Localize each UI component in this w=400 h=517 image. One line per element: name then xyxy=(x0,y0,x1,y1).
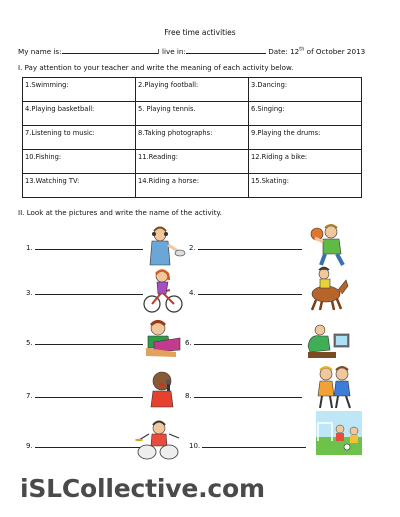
riding-bike-picture xyxy=(142,268,184,314)
table-cell: 6.Singing: xyxy=(249,102,362,126)
item-number: 6. xyxy=(185,339,192,347)
answer-item-9 xyxy=(26,440,143,450)
answer-blank[interactable] xyxy=(198,242,302,250)
name-label: My name is: xyxy=(18,47,62,56)
answer-blank[interactable] xyxy=(202,440,306,448)
table-cell: 11.Reading: xyxy=(136,150,249,174)
table-cell: 15.Skating: xyxy=(249,174,362,198)
reading-picture xyxy=(140,318,184,358)
answer-item-10 xyxy=(189,440,306,450)
singing-picture xyxy=(143,369,181,409)
live-blank[interactable] xyxy=(186,46,266,54)
activities-table xyxy=(22,77,362,198)
table-cell: 1.Swimming: xyxy=(23,78,136,102)
item-number: 2. xyxy=(189,244,196,252)
answer-item-2 xyxy=(189,242,302,252)
answer-item-1 xyxy=(26,242,143,252)
table-cell: 13.Watching TV: xyxy=(23,174,136,198)
listening-music-picture xyxy=(140,225,186,267)
table-cell: 9.Playing the drums: xyxy=(249,126,362,150)
table-cell: 4.Playing basketball: xyxy=(23,102,136,126)
item-number: 9. xyxy=(26,442,33,450)
table-cell: 14.Riding a horse: xyxy=(136,174,249,198)
worksheet-title: Free time activities xyxy=(164,28,236,37)
basketball-picture xyxy=(305,222,351,266)
item-number: 4. xyxy=(189,289,196,297)
answer-blank[interactable] xyxy=(35,242,143,250)
item-number: 5. xyxy=(26,339,33,347)
riding-horse-picture xyxy=(304,266,350,312)
table-cell: 2.Playing football: xyxy=(136,78,249,102)
table-cell: 8.Taking photographs: xyxy=(136,126,249,150)
answer-blank[interactable] xyxy=(194,337,302,345)
answer-item-6 xyxy=(185,337,302,347)
table-cell: 5. Playing tennis. xyxy=(136,102,249,126)
answer-item-7 xyxy=(26,390,143,400)
section1-instruction: I. Pay attention to your teacher and write the meaning of each activity below. xyxy=(18,63,294,72)
answer-blank[interactable] xyxy=(35,390,143,398)
section2-instruction: II. Look at the pictures and write the name of the activity. xyxy=(18,208,222,217)
name-blank[interactable] xyxy=(62,46,158,54)
answer-blank[interactable] xyxy=(198,287,302,295)
football-picture xyxy=(316,411,362,455)
answer-blank[interactable] xyxy=(194,390,302,398)
table-cell: 7.Listening to music: xyxy=(23,126,136,150)
item-number: 10. xyxy=(189,442,201,450)
table-cell: 3.Dancing: xyxy=(249,78,362,102)
item-number: 3. xyxy=(26,289,33,297)
live-label: I live in: xyxy=(157,47,186,56)
item-number: 1. xyxy=(26,244,33,252)
answer-item-8 xyxy=(185,390,302,400)
answer-blank[interactable] xyxy=(35,337,143,345)
table-cell: 10.Fishing: xyxy=(23,150,136,174)
dancing-picture xyxy=(312,364,356,410)
answer-item-5 xyxy=(26,337,143,347)
answer-item-3 xyxy=(26,287,143,297)
item-number: 7. xyxy=(26,392,33,400)
answer-blank[interactable] xyxy=(35,440,143,448)
answer-blank[interactable] xyxy=(35,287,143,295)
drums-picture xyxy=(135,418,183,462)
watching-tv-picture xyxy=(306,320,350,360)
item-number: 8. xyxy=(185,392,192,400)
watermark: iSLCollective.com xyxy=(20,474,265,503)
student-info-line xyxy=(18,46,365,56)
answer-item-4 xyxy=(189,287,302,297)
table-cell: 12.Riding a bike: xyxy=(249,150,362,174)
date-label: Date: 12th of October 2013 xyxy=(268,46,366,56)
